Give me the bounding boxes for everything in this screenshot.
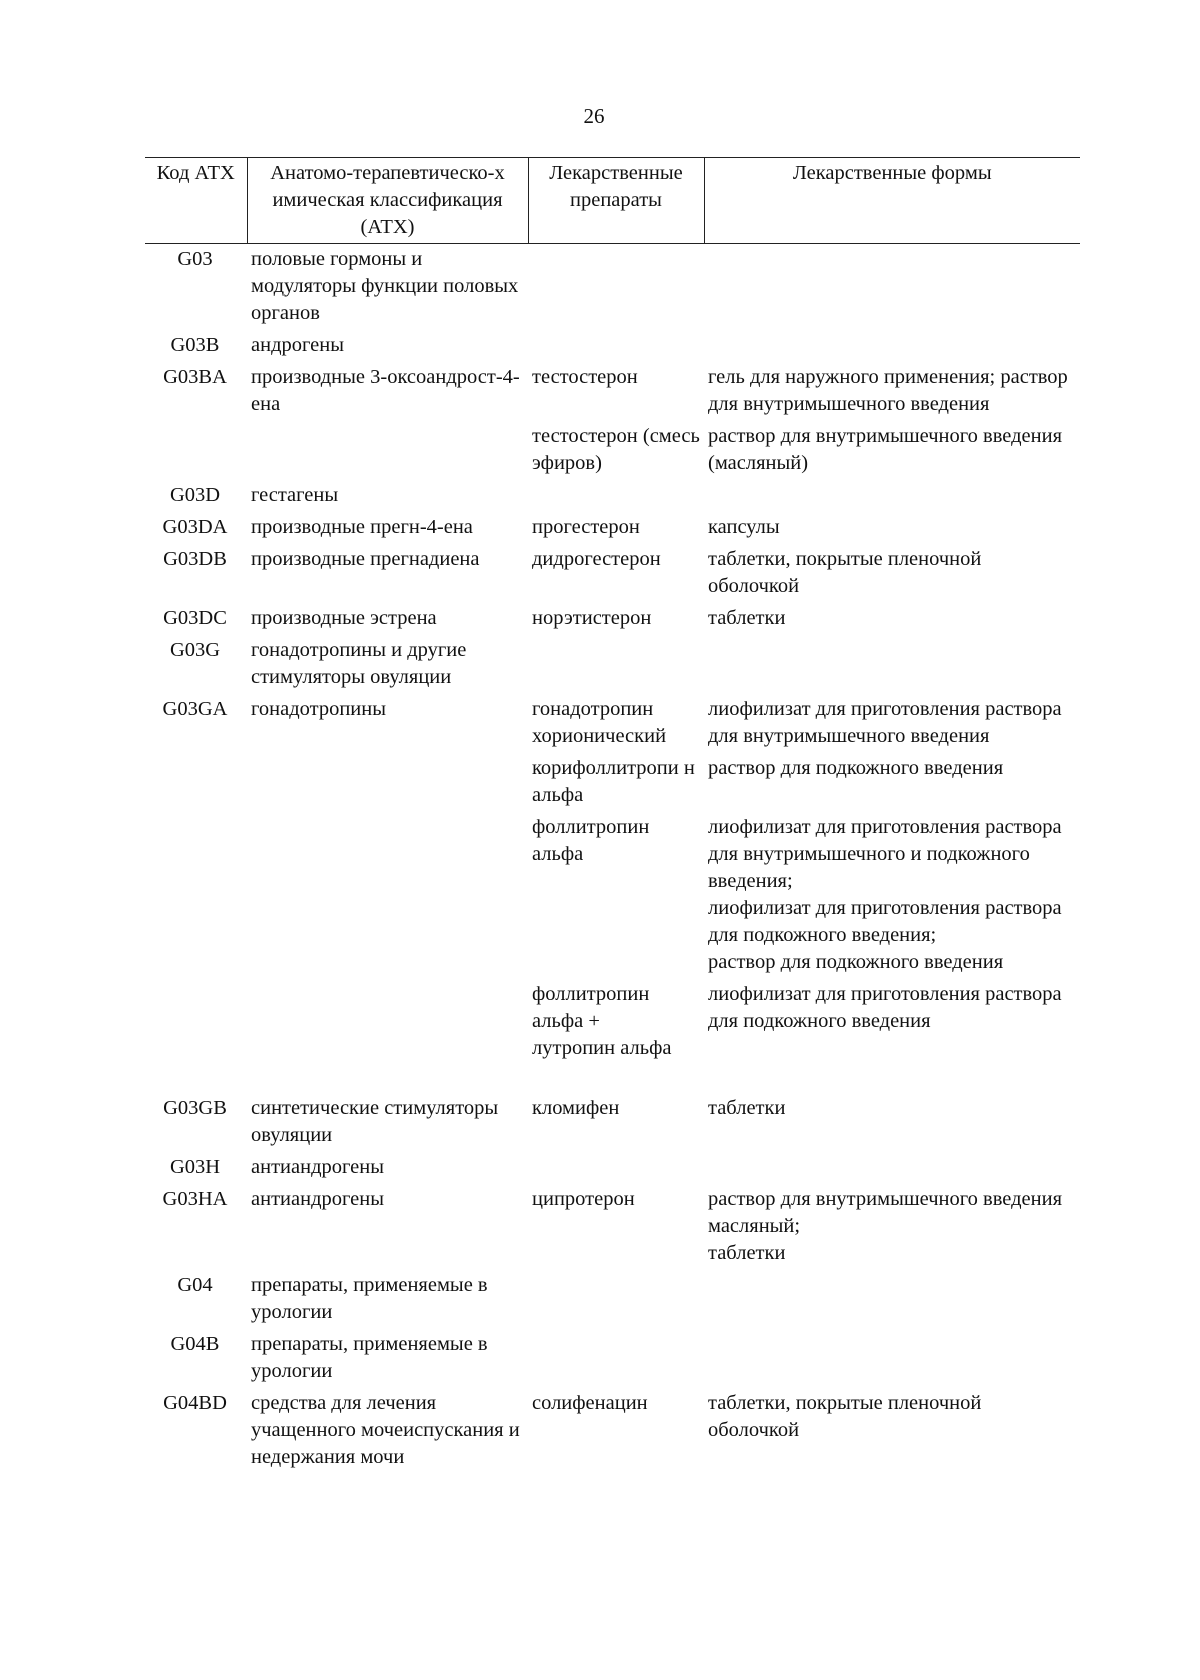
dosage-forms-cell: капсулы [708, 516, 780, 538]
atc-classification-cell: гонадотропины и другие стимуляторы овуляции [251, 639, 467, 688]
atc-drug-table [145, 157, 1080, 1474]
atc-code-cell: G03GB [163, 1097, 227, 1119]
dosage-forms-cell [704, 1270, 1080, 1329]
table-row [145, 1184, 1080, 1270]
atc-code-cell [145, 421, 247, 480]
atc-code-cell [145, 753, 247, 812]
table-row [145, 694, 1080, 753]
table-row [145, 512, 1080, 544]
atc-table-container [145, 157, 1080, 1474]
table-row [145, 1152, 1080, 1184]
dosage-forms-cell [704, 330, 1080, 362]
atc-classification-cell: препараты, применяемые в урологии [251, 1333, 488, 1382]
dosage-forms-cell: таблетки, покрытые пленочной оболочкой [708, 1392, 982, 1441]
table-row [145, 1270, 1080, 1329]
dosage-forms-cell: таблетки [708, 607, 786, 629]
dosage-forms-cell [704, 635, 1080, 694]
atc-code-cell: G03G [169, 639, 221, 661]
drug-name-cell: фоллитропин альфа [532, 816, 650, 865]
drug-name-cell [528, 1152, 704, 1184]
atc-classification-cell [247, 812, 528, 979]
dosage-forms-cell: таблетки [708, 1097, 786, 1119]
dosage-forms-cell: раствор для внутримышечного введения масляный; таблетки [708, 1188, 1063, 1264]
atc-code-cell: G03D [169, 484, 221, 506]
atc-classification-cell [247, 753, 528, 812]
header-atc-code: Код АТХ [156, 162, 235, 184]
atc-classification-cell: половые гормоны и модуляторы функции половых органов [251, 248, 519, 324]
atc-classification-cell [247, 421, 528, 480]
atc-classification-cell: производные эстрена [251, 607, 437, 629]
atc-code-cell: G03BA [163, 366, 227, 388]
atc-classification-cell: андрогены [251, 334, 344, 356]
atc-classification-cell: гонадотропины [251, 698, 387, 720]
table-row [145, 635, 1080, 694]
drug-name-cell: тестостерон (смесь эфиров) [532, 425, 700, 474]
drug-name-cell: корифоллитропи н альфа [532, 757, 695, 806]
drug-name-cell: прогестерон [532, 516, 640, 538]
atc-code-cell: G04B [170, 1333, 220, 1355]
table-row [145, 1388, 1080, 1474]
drug-name-cell: тестостерон [532, 366, 638, 388]
dosage-forms-cell: лиофилизат для приготовления раствора для внутримышечного введения [708, 698, 1062, 747]
dosage-forms-cell [704, 480, 1080, 512]
table-row [145, 480, 1080, 512]
header-drugs: Лекарственные препараты [528, 158, 704, 244]
drug-name-cell [528, 1329, 704, 1388]
atc-code-cell: G04BD [163, 1392, 227, 1414]
header-atc-classification: Анатомо-терапевтическо-х имическая классификация (АТХ) [247, 158, 528, 244]
atc-code-cell: G03DB [163, 548, 227, 570]
atc-code-cell: G03 [177, 248, 213, 270]
dosage-forms-cell: лиофилизат для приготовления раствора для подкожного введения [708, 983, 1062, 1032]
table-row [145, 1329, 1080, 1388]
atc-code-cell: G03GA [162, 698, 228, 720]
drug-name-cell: гонадотропин хорионический [532, 698, 667, 747]
drug-name-cell: норэтистерон [532, 607, 652, 629]
atc-classification-cell: препараты, применяемые в урологии [251, 1274, 488, 1323]
atc-classification-cell: антиандрогены [251, 1156, 384, 1178]
page-number: 26 [583, 104, 605, 128]
table-row [145, 421, 1080, 480]
dosage-forms-cell: гель для наружного применения; раствор для внутримышечного введения [708, 366, 1068, 415]
drug-name-cell: солифенацин [532, 1392, 648, 1414]
table-row [145, 812, 1080, 979]
atc-code-cell: G03DC [163, 607, 227, 629]
dosage-forms-cell: раствор для подкожного введения [708, 757, 1004, 779]
drug-name-cell [528, 480, 704, 512]
drug-name-cell: дидрогестерон [532, 548, 661, 570]
atc-classification-cell: синтетические стимуляторы овуляции [251, 1097, 499, 1146]
drug-name-cell [528, 1270, 704, 1329]
drug-name-cell: кломифен [532, 1097, 620, 1119]
drug-name-cell: ципротерон [532, 1188, 635, 1210]
atc-classification-cell: производные 3-оксоандрост-4-ена [251, 366, 520, 415]
atc-code-cell: G03HA [162, 1188, 228, 1210]
table-row [145, 244, 1080, 331]
atc-code-cell: G03B [170, 334, 220, 356]
atc-code-cell [145, 979, 247, 1065]
header-dosage-forms: Лекарственные формы [704, 158, 1080, 244]
atc-classification-cell [247, 979, 528, 1065]
table-row [145, 544, 1080, 603]
atc-code-cell [145, 812, 247, 979]
dosage-forms-cell [704, 1329, 1080, 1388]
table-row [145, 1065, 1080, 1152]
dosage-forms-cell: таблетки, покрытые пленочной оболочкой [708, 548, 982, 597]
atc-classification-cell: производные прегн-4-ена [251, 516, 473, 538]
drug-name-cell: фоллитропин альфа + лутропин альфа [532, 983, 672, 1059]
dosage-forms-cell [704, 1152, 1080, 1184]
dosage-forms-cell: лиофилизат для приготовления раствора для внутримышечного и подкожного введения; лиофилизат для приготовления раствора для подкожного введения; раствор для подкожного введения [708, 816, 1062, 973]
table-row [145, 603, 1080, 635]
atc-code-cell: G04 [177, 1274, 213, 1296]
drug-name-cell [528, 244, 704, 331]
table-body [145, 244, 1080, 1475]
atc-classification-cell: средства для лечения учащенного мочеиспускания и недержания мочи [251, 1392, 520, 1468]
drug-name-cell [528, 635, 704, 694]
atc-classification-cell: антиандрогены [251, 1188, 384, 1210]
dosage-forms-cell: раствор для внутримышечного введения (масляный) [708, 425, 1063, 474]
atc-code-cell: G03H [169, 1156, 221, 1178]
table-row [145, 753, 1080, 812]
atc-code-cell: G03DA [162, 516, 228, 538]
table-header [145, 158, 1080, 244]
drug-name-cell [528, 330, 704, 362]
atc-classification-cell: гестагены [251, 484, 339, 506]
table-row [145, 362, 1080, 421]
atc-classification-cell: производные прегнадиена [251, 548, 480, 570]
dosage-forms-cell [704, 244, 1080, 331]
table-row [145, 330, 1080, 362]
table-row [145, 979, 1080, 1065]
